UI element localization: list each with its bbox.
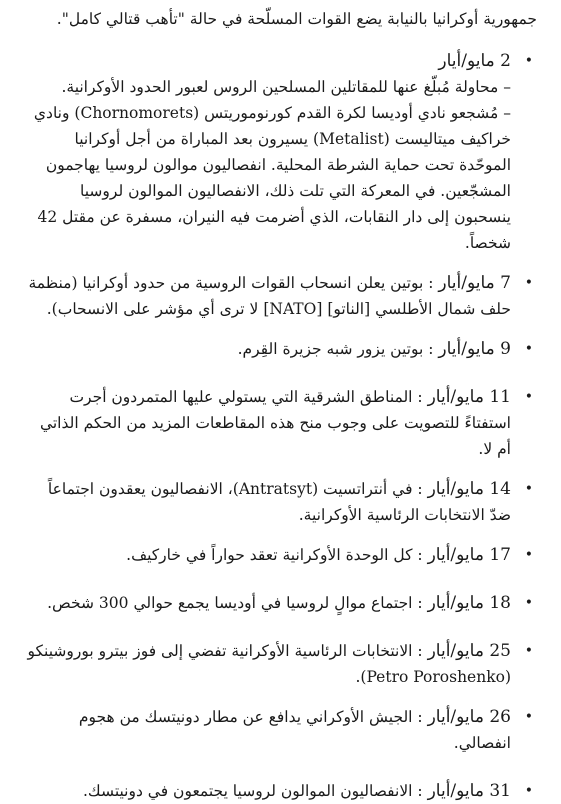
event-subitem: – محاولة مُبلّغ عنها للمقاتلين المسلحين الروس لعبور الحدود الأوكرانية. — [61, 78, 511, 96]
event-text: : الجيش الأوكراني يدافع عن مطار دونيتسك من هجوم انفصالي. — [78, 708, 511, 752]
bullet-icon: • — [524, 547, 533, 563]
event-text: : اجتماع موالٍ لروسيا في أوديسا يجمع حوالي 300 شخص. — [47, 594, 423, 612]
event-text: : بوتين يعلن انسحاب القوات الروسية من حدود أوكرانيا (منظمة حلف شمال الأطلسي [الناتو] [NATO] لا ترى أي مؤشر على الانسحاب). — [28, 274, 511, 318]
bullet-icon: • — [524, 275, 533, 291]
bullet-icon: • — [524, 595, 533, 611]
event-item — [24, 270, 537, 322]
event-date: 7 مايو/أيار — [438, 273, 511, 293]
event-date: 2 مايو/أيار — [438, 51, 511, 71]
event-text: : في أنتراتسيت (Antratsyt)، الانفصاليون يعقدون اجتماعاً ضدّ الانتخابات الرئاسية الأوكرانية. — [47, 480, 511, 524]
event-date: 26 مايو/أيار — [427, 707, 511, 727]
event-date: 9 مايو/أيار — [438, 339, 511, 359]
event-item — [24, 336, 537, 362]
intro-paragraph: جمهورية أوكرانيا بالنيابة يضع القوات المسلّحة في حالة "تأهب قتالي كامل". — [56, 10, 537, 28]
bullet-icon: • — [524, 643, 533, 659]
bullet-icon: • — [524, 709, 533, 725]
events-list — [24, 48, 537, 804]
bullet-icon: • — [524, 481, 533, 497]
event-item — [24, 778, 537, 804]
event-date: 17 مايو/أيار — [427, 545, 511, 565]
event-item — [24, 476, 537, 528]
event-item — [24, 590, 537, 616]
event-item — [24, 542, 537, 568]
event-date: 18 مايو/أيار — [427, 593, 511, 613]
event-date: 14 مايو/أيار — [427, 479, 511, 499]
bullet-icon: • — [524, 783, 533, 799]
event-date: 25 مايو/أيار — [427, 641, 511, 661]
event-subitem: – مُشجعو نادي أوديسا لكرة القدم كورنوموريتس (Chornomorets) ونادي خراكيف ميتاليست (Metalist) يسيرون بعد المباراة من أجل أوكرانيا الموحّدة تحت حماية الشرطة المحلية. انفصاليون موالون لروسيا يهاجمون المشجّعين. في المعركة التي تلت ذلك، الانفصاليون الموالون لروسيا ينسحبون إلى دار النقابات، الذي أضرمت فيه النيران، مسفرة عن مقتل 42 شخصاً. — [33, 104, 511, 252]
event-date: 11 مايو/أيار — [427, 387, 511, 407]
event-item — [24, 704, 537, 756]
bullet-icon: • — [524, 341, 533, 357]
event-text: : الانفصاليون الموالون لروسيا يجتمعون في دونيتسك. — [83, 782, 423, 800]
event-item — [24, 384, 537, 462]
bullet-icon: • — [524, 53, 533, 69]
bullet-icon: • — [524, 389, 533, 405]
event-item — [24, 638, 537, 690]
event-text: : كل الوحدة الأوكرانية تعقد حواراً في خاركيف. — [126, 546, 423, 564]
event-text: : الانتخابات الرئاسية الأوكرانية تفضي إلى فوز بيترو بوروشينكو (Petro Poroshenko). — [27, 642, 511, 686]
event-text: : بوتين يزور شبه جزيرة القِرم. — [237, 340, 434, 358]
event-item — [24, 48, 537, 256]
event-text: : المناطق الشرقية التي يستولي عليها المتمردون أجرت استفتاءً للتصويت على وجوب منح هذه المقاطعات المزيد من الحكم الذاتي أم لا. — [39, 388, 511, 458]
event-date: 31 مايو/أيار — [427, 781, 511, 801]
